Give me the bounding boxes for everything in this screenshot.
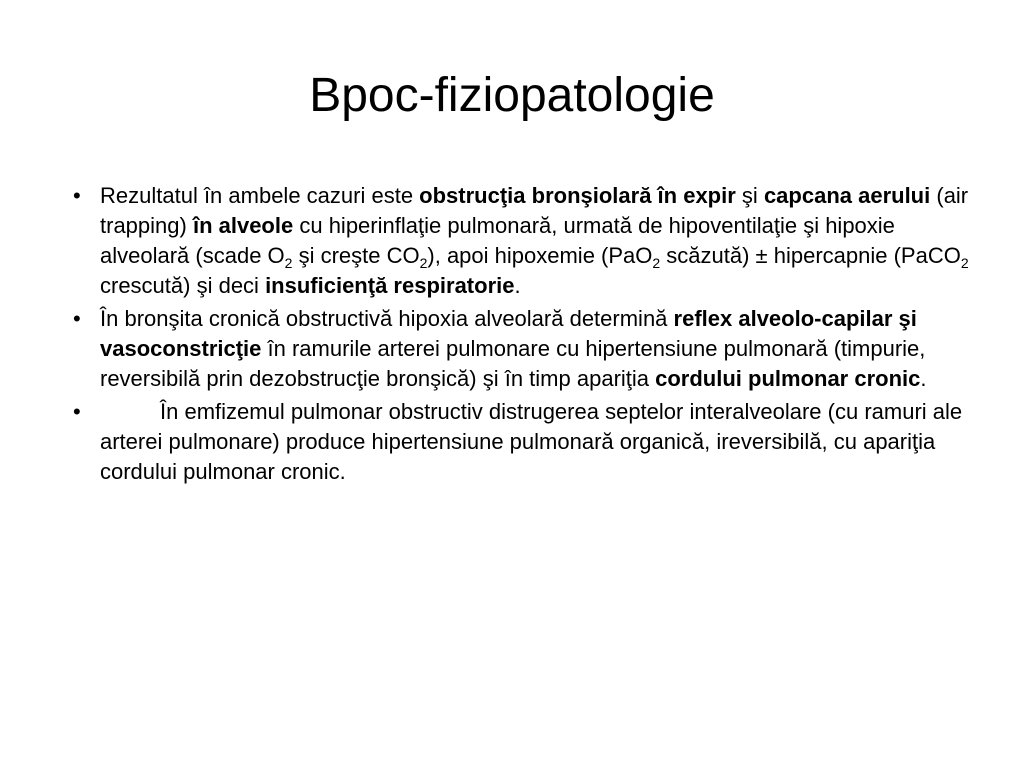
bullet-marker: • — [73, 183, 81, 208]
text-run: . — [514, 273, 521, 298]
bold-text: capcana aerului — [763, 183, 931, 208]
text-run: crescută) şi deci — [100, 273, 266, 298]
text-run: . — [920, 366, 927, 391]
text-run: În emfizemul pulmonar obstructiv distrugerea septelor interalveolare (cu ramuri ale arterei pulmonare) produce hipertensiune pulmonară organică, ireversibilă, cu apariţia cordului pulmonar cronic. — [100, 399, 963, 484]
subscript: 2 — [960, 255, 969, 271]
text-run: cu hiperinflaţie pulmonară, urmată de hipoventilaţie şi hipoxie alveolară (scade O — [100, 213, 895, 268]
text-run: În bronşita cronică obstructivă hipoxia alveolară determină — [100, 306, 674, 331]
subscript: 2 — [419, 255, 428, 271]
bullet-text — [100, 306, 927, 391]
bullet-item — [73, 181, 981, 301]
bullet-marker: • — [73, 399, 81, 424]
text-run: şi creşte CO — [292, 243, 420, 268]
text-run: Rezultatul în ambele cazuri este — [100, 183, 420, 208]
text-run: în ramurile arterei pulmonare cu hipertensiune pulmonară (timpurie, reversibilă prin dezobstrucţie bronşică) şi în timp apariţia — [100, 336, 926, 391]
bullet-list — [73, 181, 981, 490]
bold-text: insuficienţă respiratorie — [265, 273, 515, 298]
subscript: 2 — [652, 255, 661, 271]
text-run: şi — [735, 183, 764, 208]
bold-text: cordului pulmonar cronic — [655, 366, 921, 391]
bullet-marker: • — [73, 306, 81, 331]
text-run: (air trapping) — [100, 183, 969, 238]
bullet-item — [73, 304, 981, 394]
bullet-text — [100, 399, 962, 484]
text-run: ), apoi hipoxemie (PaO — [427, 243, 653, 268]
subscript: 2 — [284, 255, 293, 271]
text-run: scăzută) ± hipercapnie (PaCO — [660, 243, 961, 268]
bullet-item — [73, 397, 981, 487]
bold-text: obstrucţia bronşiolară în expir — [419, 183, 736, 208]
bold-text: în alveole — [192, 213, 294, 238]
bullet-text — [100, 183, 969, 298]
slide-title: Bpoc-fiziopatologie — [309, 69, 715, 122]
bold-text: reflex alveolo-capilar şi vasoconstricţie — [100, 306, 917, 361]
